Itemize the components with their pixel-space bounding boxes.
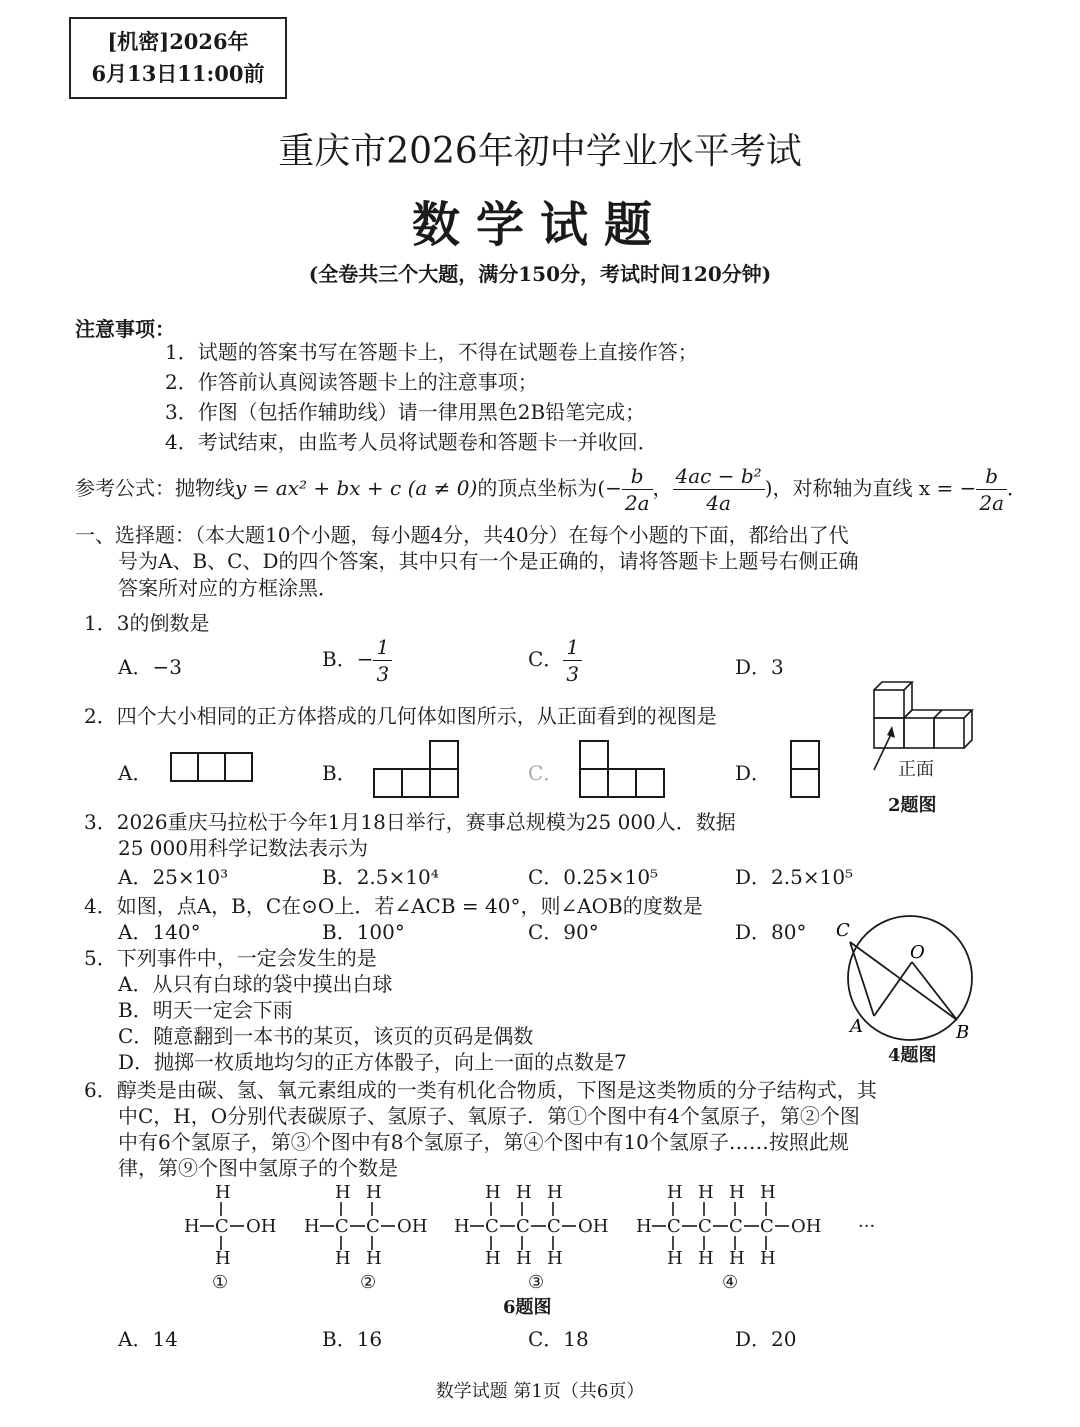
svg-text:H: H: [729, 1248, 745, 1269]
reference-formula: 参考公式：抛物线y = ax² + bx + c (a ≠ 0)的顶点坐标为(− $\frac{b}{2a}$ ， $\frac{\text{4ac − b²}}{4a}$ )，对称轴为直线 x = − $\frac{b}{2a}$ ．: [75, 464, 1028, 515]
svg-text:H: H: [760, 1248, 776, 1269]
svg-text:H: H: [547, 1182, 563, 1203]
q2-option-a: A．: [118, 761, 153, 785]
svg-text:OH: OH: [397, 1216, 428, 1237]
molecule-1: [184, 1182, 276, 1269]
q6-option-d: D．20: [735, 1327, 797, 1351]
svg-text:H: H: [516, 1182, 532, 1203]
svg-text:C: C: [760, 1216, 774, 1237]
svg-text:H: H: [335, 1182, 351, 1203]
q4-circle-figure: [832, 912, 982, 1042]
svg-text:H: H: [215, 1248, 231, 1269]
vertex-y-fraction: $\frac{\text{4ac − b²}}{4a}$: [673, 463, 765, 516]
svg-text:H: H: [335, 1248, 351, 1269]
q4-stem: 4．如图，点A，B，C在⊙O上．若∠ACB = 40°，则∠AOB的度数是: [84, 894, 703, 918]
note-item-3: 3．作图（包括作辅助线）请一律用黑色2B铅笔完成；: [165, 400, 646, 424]
q2-front-label: 正面: [898, 759, 934, 780]
svg-text:H: H: [729, 1182, 745, 1203]
q6-figure-caption: 6题图: [503, 1297, 552, 1318]
svg-text:C: C: [335, 1216, 349, 1237]
svg-text:H: H: [215, 1182, 231, 1203]
svg-text:H: H: [698, 1248, 714, 1269]
q2-view-b: [373, 739, 463, 799]
q3-option-c: C．0.25×10⁵: [528, 865, 659, 889]
confidential-box: [69, 17, 287, 99]
svg-text:C: C: [516, 1216, 530, 1237]
q2-option-b: B．: [322, 761, 357, 785]
q6-option-b: B．16: [322, 1327, 383, 1351]
svg-text:H: H: [698, 1182, 714, 1203]
section-1-line-3: 答案所对应的方框涂黑．: [118, 576, 338, 600]
note-item-4: 4．考试结束，由监考人员将试题卷和答题卡一并收回．: [165, 430, 658, 454]
q1-option-b: B．− $\frac{1}{3}$: [322, 634, 392, 687]
q5-option-c: C．随意翻到一本书的某页，该页的页码是偶数: [118, 1024, 534, 1048]
q4-label-a: A: [850, 1016, 863, 1037]
note-item-1: 1．试题的答案书写在答题卡上，不得在试题卷上直接作答；: [165, 340, 698, 364]
svg-text:C: C: [729, 1216, 743, 1237]
svg-text:C: C: [547, 1216, 561, 1237]
q1-option-d: D．3: [735, 655, 784, 679]
q6-molecule-figure: [170, 1178, 890, 1290]
section-1-line-2: 号为A、B、C、D的四个答案，其中只有一个是正确的，请将答题卡上题号右侧正确: [118, 549, 859, 573]
q4-label-c: C: [836, 920, 850, 941]
svg-text:H: H: [485, 1182, 501, 1203]
q1-option-a: A．−3: [118, 655, 182, 679]
q6-option-a: A．14: [118, 1327, 178, 1351]
exam-title: 重庆市2026年初中学业水平考试: [278, 131, 802, 172]
q6-marker-4: ④: [722, 1272, 739, 1290]
page-footer: 数学试题 第1页（共6页）: [435, 1381, 645, 1402]
q6-line-2: 中C，H，O分别代表碳原子、氢原子、氧原子．第①个图中有4个氢原子，第②个图: [118, 1104, 860, 1128]
molecule-2: [304, 1182, 427, 1269]
svg-text:C: C: [698, 1216, 712, 1237]
q1-stem: 1．3的倒数是: [84, 611, 210, 635]
notes-heading: 注意事项：: [75, 317, 175, 341]
q2-view-c: [579, 739, 669, 799]
q4-option-b: B．100°: [322, 920, 405, 944]
q2-option-c: C．: [528, 761, 564, 785]
svg-text:H: H: [667, 1182, 683, 1203]
q5-option-d: D．抛掷一枚质地均匀的正方体骰子，向上一面的点数是7: [118, 1050, 627, 1074]
formula-axis: ，对称轴为直线 x = −: [772, 476, 977, 500]
svg-text:C: C: [667, 1216, 681, 1237]
q5-option-a: A．从只有白球的袋中摸出白球: [118, 972, 393, 996]
q2-stem: 2．四个大小相同的正方体搭成的几何体如图所示，从正面看到的视图是: [84, 704, 717, 728]
svg-text:H: H: [636, 1216, 652, 1237]
q5-stem: 5．下列事件中，一定会发生的是: [84, 946, 377, 970]
q4-label-b: B: [956, 1022, 970, 1042]
q4-option-c: C．90°: [528, 920, 599, 944]
svg-text:C: C: [215, 1216, 229, 1237]
svg-text:C: C: [366, 1216, 380, 1237]
note-item-2: 2．作答前认真阅读答题卡上的注意事项；: [165, 370, 538, 394]
q2-view-d: [789, 739, 823, 799]
svg-text:C: C: [485, 1216, 499, 1237]
q2-view-a: [170, 752, 256, 784]
q4-option-a: A．140°: [118, 920, 201, 944]
molecule-4: [636, 1182, 821, 1269]
svg-text:H: H: [184, 1216, 200, 1237]
confidential-line-1: [机密]2026年: [107, 29, 249, 54]
confidential-line-2: 6月13日11:00前: [91, 61, 265, 86]
q6-line-1: 6．醇类是由碳、氢、氧元素组成的一类有机化合物质，下图是这类物质的分子结构式，其: [84, 1078, 877, 1102]
q5-option-b: B．明天一定会下雨: [118, 998, 293, 1022]
q2-option-d: D．: [735, 761, 772, 785]
q3-option-a: A．25×10³: [118, 865, 229, 889]
formula-equation: y = ax² + bx + c (a ≠ 0): [235, 476, 478, 500]
svg-text:H: H: [516, 1248, 532, 1269]
q6-line-4: 律，第⑨个图中氢原子的个数是: [118, 1156, 398, 1180]
q6-option-c: C．18: [528, 1327, 589, 1351]
svg-text:OH: OH: [578, 1216, 609, 1237]
section-1-line-1: 一、选择题：（本大题10个小题，每小题4分，共40分）在每个小题的下面，都给出了代: [75, 523, 849, 547]
molecule-3: [454, 1182, 608, 1269]
svg-text:H: H: [304, 1216, 320, 1237]
exam-info: (全卷共三个大题，满分150分，考试时间120分钟): [308, 262, 772, 286]
q3-option-b: B．2.5×10⁴: [322, 865, 439, 889]
svg-text:H: H: [547, 1248, 563, 1269]
svg-text:OH: OH: [791, 1216, 822, 1237]
svg-text:OH: OH: [246, 1216, 277, 1237]
axis-fraction: $\frac{b}{2a}$: [976, 463, 1007, 516]
q6-marker-3: ③: [528, 1272, 545, 1290]
svg-text:H: H: [366, 1248, 382, 1269]
q6-line-3: 中有6个氢原子，第③个图中有8个氢原子，第④个图中有10个氢原子……按照此规: [118, 1130, 849, 1154]
q4-label-o: O: [910, 942, 925, 963]
svg-text:H: H: [667, 1248, 683, 1269]
q1-option-c: C． $\frac{1}{3}$: [528, 634, 582, 687]
q6-marker-1: ①: [212, 1272, 229, 1290]
q3-line-2: 25 000用科学记数法表示为: [118, 836, 368, 860]
svg-text:H: H: [366, 1182, 382, 1203]
q2-figure-caption: 2题图: [888, 795, 937, 816]
q6-marker-2: ②: [360, 1272, 377, 1290]
formula-lead: 参考公式：抛物线: [75, 476, 235, 500]
q3-line-1: 3．2026重庆马拉松于今年1月18日举行，赛事总规模为25 000人．数据: [84, 810, 736, 834]
vertex-x-fraction: $\frac{b}{2a}$: [622, 463, 653, 516]
formula-mid: 的顶点坐标为: [477, 476, 598, 500]
svg-text:H: H: [454, 1216, 470, 1237]
q3-option-d: D．2.5×10⁵: [735, 865, 854, 889]
svg-text:H: H: [760, 1182, 776, 1203]
svg-text:H: H: [485, 1248, 501, 1269]
q4-option-d: D．80°: [735, 920, 807, 944]
q6-ellipsis: ···: [858, 1216, 876, 1237]
subject-title: 数学试题: [411, 197, 668, 253]
q4-figure-caption: 4题图: [888, 1045, 937, 1066]
